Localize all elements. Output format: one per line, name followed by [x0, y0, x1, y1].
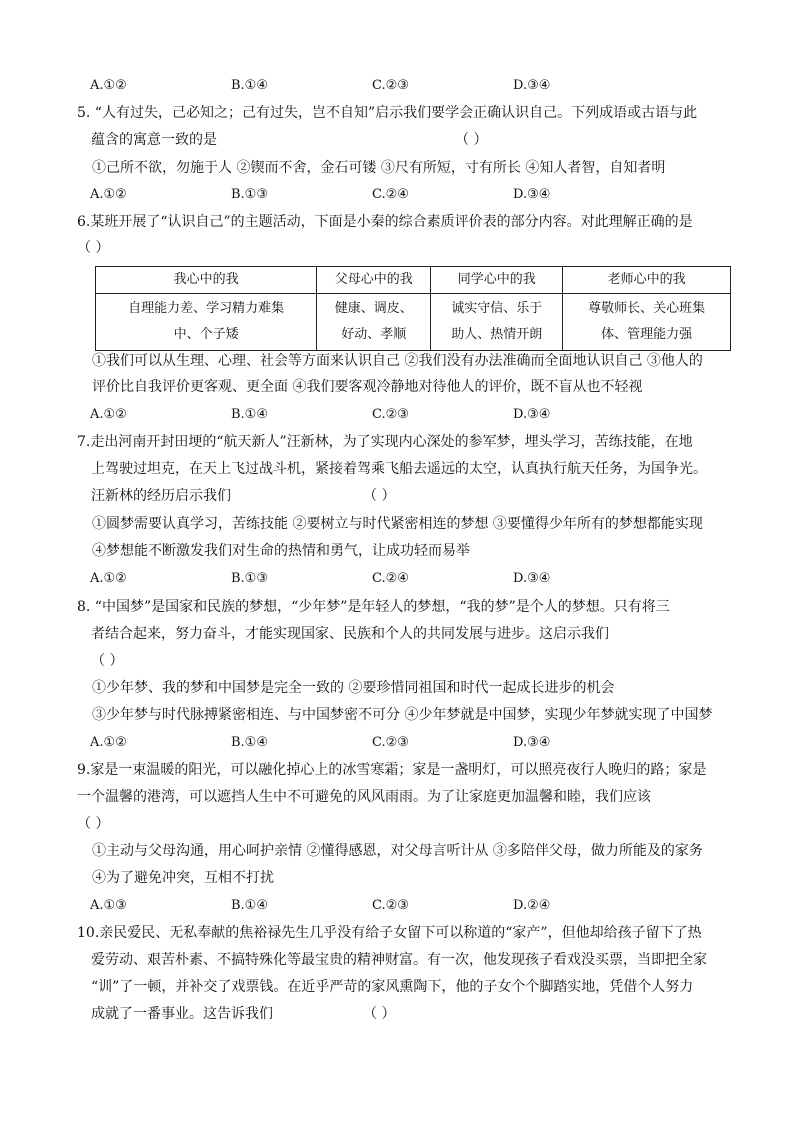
q10-answer-paren: （ ）	[363, 1006, 396, 1022]
q6-option-b: B.①④	[231, 407, 268, 422]
q9-option-c: C.②③	[372, 898, 409, 913]
table-cell-parents	[317, 294, 431, 351]
table-cell-line: 助人、热情开朗	[451, 327, 543, 342]
table-cell-line: 体、管理能力强	[601, 327, 693, 342]
q7-option-a: A.①②	[90, 571, 127, 586]
table-header-row	[96, 267, 731, 294]
table-cell-line: 好动、孝顺	[341, 327, 407, 342]
q6-items-line1: ①我们可以从生理、心理、社会等方面来认识自己 ②我们没有办法准确而全面地认识自己 ③他人的	[92, 353, 703, 369]
q4-option-c: C.②③	[372, 78, 409, 93]
q9-answer-paren: （ ）	[77, 816, 110, 832]
q6-stem-line1: 6.某班开展了“认识自己”的主题活动，下面是小秦的综合素质评价表的部分内容。对此理解正确的是	[77, 214, 693, 230]
q9-option-b: B.①④	[231, 898, 268, 913]
q10-stem-line3: “训”了一顿，并补交了戏票钱。在近乎严苛的家风熏陶下，他的子女个个脚踏实地，凭借个人努力	[91, 979, 694, 995]
q6-option-c: C.②③	[372, 407, 409, 422]
q8-answer-paren: （ ）	[91, 653, 124, 669]
q5-option-a: A.①②	[90, 187, 127, 202]
q7-answer-paren: （ ）	[363, 488, 396, 504]
q4-option-b: B.①④	[231, 78, 268, 93]
table-cell-self	[96, 294, 317, 351]
q8-option-a: A.①②	[90, 735, 127, 750]
q7-option-b: B.①③	[231, 571, 268, 586]
q8-option-b: B.①④	[231, 735, 268, 750]
q7-stem-line3: 汪新林的经历启示我们	[91, 488, 231, 504]
q5-option-b: B.①③	[231, 187, 268, 202]
q4-option-d: D.③④	[513, 78, 551, 93]
table-cell-teacher	[563, 294, 731, 351]
q5-option-d: D.③④	[513, 187, 551, 202]
q7-option-c: C.②④	[372, 571, 409, 586]
table-row	[96, 294, 731, 351]
table-cell-line: 自理能力差、学习精力难集	[128, 301, 285, 316]
table-cell-line: 尊敬师长、关心班集	[588, 301, 706, 316]
q9-items-line2: ④为了避免冲突，互相不打扰	[92, 870, 274, 886]
table-cell-line: 健康、调皮、	[334, 301, 413, 316]
table-cell-classmates	[431, 294, 563, 351]
q7-items-line2: ④梦想能不断激发我们对生命的热情和勇气，让成功轻而易举	[92, 543, 470, 559]
q6-option-a: A.①②	[90, 407, 127, 422]
q6-answer-paren: （ ）	[77, 240, 110, 256]
q9-items-line1: ①主动与父母沟通，用心呵护亲情 ②懂得感恩，对父母言听计从 ③多陪伴父母，做力所能及的家务	[92, 843, 703, 859]
q4-option-a: A.①②	[90, 78, 127, 93]
q8-items-line2: ③少年梦与时代脉搏紧密相连、与中国梦密不可分 ④少年梦就是中国梦，实现少年梦就实现了中国梦	[92, 707, 713, 723]
table-header-self: 我心中的我	[96, 267, 317, 294]
q7-stem-line2: 上驾驶过坦克，在天上飞过战斗机，紧接着驾乘飞船去遥远的太空，认真执行航天任务，为国争光。	[91, 461, 707, 477]
q9-stem-line1: 9.家是一束温暖的阳光，可以融化掉心上的冰雪寒霜；家是一盏明灯，可以照亮夜行人晚归的路；家是	[77, 762, 707, 778]
q10-stem-line2: 爱劳动、艰苦朴素、不搞特殊化等最宝贵的精神财富。有一次，他发现孩子看戏没买票，当即把全家	[91, 952, 707, 968]
table-header-teacher: 老师心中的我	[563, 267, 731, 294]
table-header-classmates: 同学心中的我	[431, 267, 563, 294]
q5-items: ①己所不欲，勿施于人 ②锲而不舍，金石可镂 ③尺有所短，寸有所长 ④知人者智，自知者明	[92, 160, 666, 176]
q8-stem-line2: 者结合起来，努力奋斗，才能实现国家、民族和个人的共同发展与进步。这启示我们	[91, 626, 609, 642]
q6-option-d: D.③④	[513, 407, 551, 422]
q6-items-line2: 评价比自我评价更客观、更全面 ④我们要客观冷静地对待他人的评价，既不盲从也不轻视	[92, 379, 643, 395]
q8-option-d: D.③④	[513, 735, 551, 750]
q8-option-c: C.②③	[372, 735, 409, 750]
q7-option-d: D.③④	[513, 571, 551, 586]
q9-stem-line2: 一个温馨的港湾，可以遮挡人生中不可避免的风风雨雨。为了让家庭更加温馨和睦，我们应该	[77, 789, 651, 805]
q5-option-c: C.②④	[372, 187, 409, 202]
q9-option-d: D.②④	[513, 898, 551, 913]
evaluation-table	[95, 266, 731, 351]
q10-stem-line4: 成就了一番事业。这告诉我们	[91, 1006, 273, 1022]
table-cell-line: 中、个子矮	[173, 327, 239, 342]
q8-items-line1: ①少年梦、我的梦和中国梦是完全一致的 ②要珍惜同祖国和时代一起成长进步的机会	[92, 680, 615, 696]
q5-answer-paren: （ ）	[455, 132, 488, 148]
q7-stem-line1: 7.走出河南开封田埂的“航天新人”汪新林，为了实现内心深处的参军梦，埋头学习，苦练技能，在地	[77, 434, 693, 450]
q5-stem-line2: 蕴含的寓意一致的是	[91, 132, 217, 148]
table-cell-line: 诚实守信、乐于	[451, 301, 543, 316]
q5-stem-line1: 5. “人有过失，己必知之；己有过失，岂不自知”启示我们要学会正确认识自己。下列成语或古语与此	[77, 105, 698, 121]
q10-stem-line1: 10.亲民爱民、无私奉献的焦裕禄先生几乎没有给子女留下可以称道的“家产”，但他却给孩子留下了热	[77, 925, 702, 941]
table-header-parents: 父母心中的我	[317, 267, 431, 294]
q7-items-line1: ①圆梦需要认真学习，苦练技能 ②要树立与时代紧密相连的梦想 ③要懂得少年所有的梦想都能实现	[92, 516, 703, 532]
q9-option-a: A.①③	[90, 898, 127, 913]
q8-stem-line1: 8. “中国梦”是国家和民族的梦想，“少年梦”是年轻人的梦想，“我的梦”是个人的梦想。只有将三	[77, 599, 670, 615]
